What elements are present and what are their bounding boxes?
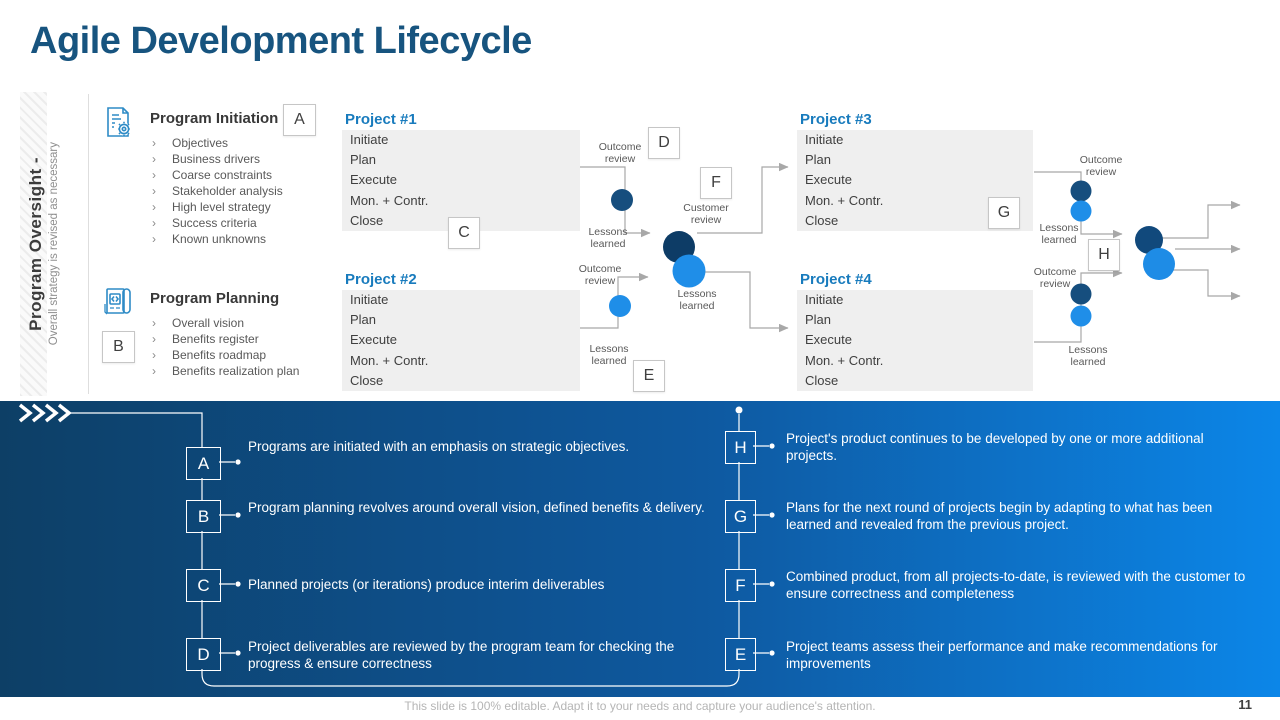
list-item-label: Benefits realization plan — [172, 364, 300, 378]
program-initiation-title: Program Initiation — [150, 110, 279, 127]
phase-label: Execute — [805, 172, 852, 188]
project-4-box — [797, 290, 1033, 391]
list-item-label: Business drivers — [172, 152, 261, 166]
project-2-title: Project #2 — [345, 271, 417, 288]
chevron-bullet-icon: › — [152, 316, 156, 330]
phase-label: Mon. + Contr. — [350, 352, 429, 368]
list-item-label: Benefits register — [172, 332, 259, 346]
phase-label: Plan — [805, 152, 832, 168]
phase-label: Close — [805, 372, 839, 388]
marker-a: A — [283, 104, 316, 136]
list-item — [152, 363, 299, 379]
list-item — [152, 231, 283, 247]
page-title: Agile Development Lifecycle — [30, 20, 532, 62]
list-item — [152, 183, 283, 199]
customer-review-label: Customer review — [683, 202, 729, 226]
chevron-bullet-icon: › — [152, 200, 156, 214]
divider-line — [88, 94, 89, 394]
legend-marker-f: F — [725, 569, 756, 602]
chevron-bullet-icon: › — [152, 136, 156, 150]
list-item — [152, 347, 299, 363]
phase-label: Close — [350, 372, 384, 388]
final-node-dark — [1135, 226, 1163, 254]
list-item — [152, 215, 283, 231]
phase-label: Execute — [805, 332, 852, 348]
footer-note: This slide is 100% editable. Adapt it to your needs and capture your audience's attention. — [404, 699, 876, 713]
phase-label: Execute — [350, 172, 397, 188]
chevron-bullet-icon: › — [152, 168, 156, 182]
program-initiation-list — [152, 135, 283, 247]
phase-label: Initiate — [805, 132, 844, 147]
list-item — [152, 315, 299, 331]
lessons-learned-label: Lessons learned — [1068, 344, 1108, 368]
phase-label: Plan — [805, 312, 832, 328]
chevron-bullet-icon: › — [152, 348, 156, 362]
program-initiation-icon — [102, 105, 136, 139]
list-item — [152, 199, 283, 215]
phase-label: Plan — [350, 152, 377, 168]
merge-node-dark — [663, 231, 695, 263]
legend-marker-c: C — [186, 569, 221, 602]
marker-b: B — [102, 331, 135, 363]
list-item — [152, 135, 283, 151]
flow-line-out-top — [1160, 205, 1240, 238]
program-planning-title: Program Planning — [150, 290, 280, 307]
legend-text-b: Program planning revolves around overall vision, defined benefits & delivery. — [248, 500, 705, 515]
phase-label: Execute — [350, 332, 397, 348]
legend-marker-d: D — [186, 638, 221, 671]
list-item-label: Benefits roadmap — [172, 348, 267, 362]
list-item-label: Objectives — [172, 136, 229, 150]
program-planning-icon — [99, 283, 135, 319]
project-4-title: Project #4 — [800, 271, 872, 288]
list-item-label: High level strategy — [172, 200, 271, 214]
outcome-review-label: Outcome review — [1079, 154, 1123, 178]
chevron-bullet-icon: › — [152, 232, 156, 246]
project-1-title: Project #1 — [345, 111, 417, 128]
list-item-label: Known unknowns — [172, 232, 267, 246]
list-item — [152, 167, 283, 183]
project-3-title: Project #3 — [800, 111, 872, 128]
project-2-box — [342, 290, 580, 391]
chevron-bullet-icon: › — [152, 216, 156, 230]
flow-line-out-bottom — [1167, 270, 1240, 296]
outcome-review-label: Outcome review — [578, 263, 622, 287]
chevrons-icon — [20, 405, 69, 421]
list-item-label: Stakeholder analysis — [172, 184, 283, 198]
legend-text-f: Combined product, from all projects-to-date, is reviewed with the customer to ensure correctness and completeness — [786, 569, 1246, 601]
list-item-label: Overall vision — [172, 316, 245, 330]
list-item — [152, 151, 283, 167]
legend-text-e: Project teams assess their performance and make recommendations for improvements — [786, 639, 1218, 671]
lessons-learned-label: Lessons learned — [589, 343, 629, 367]
page-number: 11 — [1238, 697, 1252, 712]
phase-label: Initiate — [350, 132, 389, 147]
sidebar-heading: Program Oversight - — [26, 157, 45, 331]
legend-text-c: Planned projects (or iterations) produce interim deliverables — [248, 577, 605, 592]
marker-h: H — [1088, 239, 1120, 271]
sidebar — [26, 92, 60, 396]
final-node-light — [1143, 248, 1175, 280]
p4-node-light — [1071, 306, 1092, 327]
merge-node-light — [673, 255, 706, 288]
p3-node-light — [1071, 201, 1092, 222]
legend-text-h: Project's product continues to be developed by one or more additional projects. — [786, 431, 1204, 463]
sidebar-subheading: Overall strategy is revised as necessary — [48, 142, 60, 346]
legend-panel — [0, 401, 1280, 697]
legend-marker-g: G — [725, 500, 756, 533]
lessons-learned-label: Lessons learned — [588, 226, 628, 250]
phase-label: Initiate — [805, 292, 844, 307]
chevron-bullet-icon: › — [152, 152, 156, 166]
legend-marker-a: A — [186, 447, 221, 480]
legend-text-a: Programs are initiated with an emphasis on strategic objectives. — [248, 439, 630, 454]
marker-e: E — [633, 360, 665, 392]
phase-label: Mon. + Contr. — [350, 192, 429, 208]
legend-text-g: Plans for the next round of projects begin by adapting to what has been learned and revealed from the previous project. — [786, 500, 1213, 532]
lessons-learned-label: Lessons learned — [1039, 222, 1079, 246]
phase-label: Plan — [350, 312, 377, 328]
chevron-bullet-icon: › — [152, 332, 156, 346]
phase-label: Mon. + Contr. — [805, 192, 884, 208]
phase-label: Mon. + Contr. — [805, 352, 884, 368]
program-planning-list — [152, 315, 299, 379]
outcome-review-label: Outcome review — [1033, 266, 1077, 290]
marker-c: C — [448, 217, 480, 249]
p3-node-dark — [1071, 181, 1092, 202]
lessons-node-light — [609, 295, 631, 317]
marker-g: G — [988, 197, 1020, 229]
list-item-label: Coarse constraints — [172, 168, 273, 182]
marker-d: D — [648, 127, 680, 159]
phase-label: Initiate — [350, 292, 389, 307]
lessons-node-dark — [611, 189, 633, 211]
chevron-bullet-icon: › — [152, 364, 156, 378]
list-item — [152, 331, 299, 347]
legend-text-d: Project deliverables are reviewed by the program team for checking the progress & ensure correctness — [248, 639, 675, 671]
chevron-bullet-icon: › — [152, 184, 156, 198]
phase-label: Close — [805, 212, 839, 228]
legend-marker-e: E — [725, 638, 756, 671]
marker-f: F — [700, 167, 732, 199]
legend-marker-h: H — [725, 431, 756, 464]
legend-marker-b: B — [186, 500, 221, 533]
phase-label: Close — [350, 212, 384, 228]
flow-line-p1-merge — [580, 167, 650, 233]
outcome-review-label: Outcome review — [598, 141, 642, 165]
lessons-learned-label: Lessons learned — [677, 288, 717, 312]
list-item-label: Success criteria — [172, 216, 257, 230]
project-1-box — [342, 130, 580, 231]
